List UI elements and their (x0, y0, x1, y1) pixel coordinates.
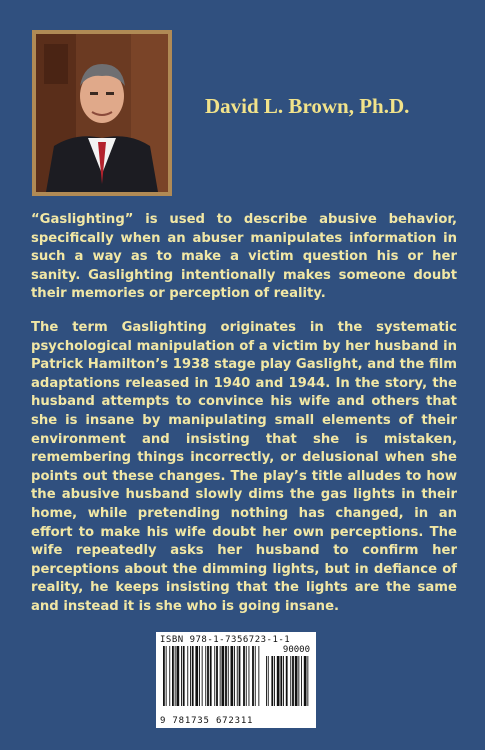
author-name: David L. Brown, Ph.D. (205, 94, 410, 118)
blurb-paragraph-1: “Gaslighting” is used to describe abusive behavior, specifically when an abuser manipulates information in such a way as to make a victim question his or her sanity. Gaslighting intentionally makes someone doubt their memories or perception of reality. (31, 212, 457, 302)
ean-digits: 9 781735 672311 (160, 716, 254, 726)
isbn-barcode (156, 632, 316, 728)
barcode-bars (162, 646, 310, 716)
price-code: 90000 (282, 645, 310, 655)
portrait-image (36, 34, 168, 192)
author-portrait (32, 30, 172, 196)
blurb-paragraph-2: The term Gaslighting originates in the systematic psychological manipulation of a victim by her husband in Patrick Hamilton’s 1938 stage play Gaslight, and the film adaptations released in 1940 and 1944. In the story, the husband attempts to convince his wife and others that she is insane by manipulating small elements of their environment and insisting that she is mistaken, remembering things incorrectly, or delusional when she points out these changes. The play’s title alludes to how the abusive husband slowly dims the gas lights in their home, while pretending nothing has changed, in an effort to make his wife doubt her own perceptions. The wife repeatedly asks her husband to confirm her perceptions about the dimming lights, but in defiance of reality, he keeps insisting that the lights are the same and instead it is she who is going insane. (31, 320, 457, 614)
isbn-label: ISBN 978-1-7356723-1-1 (160, 635, 291, 645)
